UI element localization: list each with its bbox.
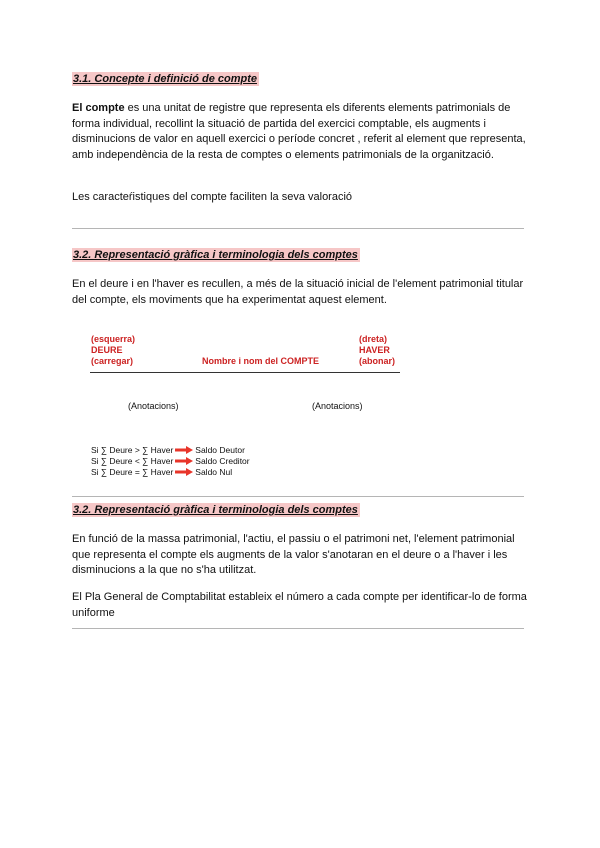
arrow-right-icon bbox=[175, 446, 193, 454]
annotations-right: (Anotacions) bbox=[312, 401, 363, 411]
deure-label: DEURE bbox=[91, 345, 123, 355]
section-divider bbox=[72, 496, 524, 497]
saldo-condition: Si ∑ Deure > ∑ Haver bbox=[91, 445, 174, 455]
deure-haver-paragraph: En el deure i en l'haver es recullen, a més de la situació inicial de l'element patrimonial titular del compte, els moviments que ha experimentat aquest element. bbox=[72, 278, 524, 306]
saldo-condition: Si ∑ Deure < ∑ Haver bbox=[91, 456, 174, 466]
haver-label: HAVER bbox=[359, 345, 390, 355]
saldo-condition: Si ∑ Deure = ∑ Haver bbox=[91, 467, 174, 477]
massa-patrimonial-paragraph: En funció de la massa patrimonial, l'actiu, el passiu o el patrimoni net, l'element patrimonial que representa el compte els augments de la valor s'anotaran en el deure o a l'haver i les disminucions a la que no s'ha utilitzat. bbox=[72, 533, 515, 576]
account-top-line bbox=[90, 372, 400, 373]
pla-general-paragraph: El Pla General de Comptabilitat estableix el número a cada compte per identificar-lo de forma uniforme bbox=[72, 591, 527, 619]
saldo-result: Saldo Nul bbox=[195, 467, 233, 477]
annotations-left: (Anotacions) bbox=[128, 401, 179, 411]
section-divider bbox=[72, 628, 524, 629]
saldo-rule-creditor bbox=[91, 456, 250, 466]
saldo-result: Saldo Creditor bbox=[195, 456, 250, 466]
carregar-label: (carregar) bbox=[91, 356, 134, 366]
section-heading-1: 3.1. Concepte i definició de compte bbox=[73, 73, 257, 85]
arrow-right-icon bbox=[175, 468, 193, 476]
right-side-label: (dreta) bbox=[359, 334, 388, 344]
saldo-result: Saldo Deutor bbox=[195, 445, 245, 455]
saldo-rule-nul bbox=[91, 467, 232, 477]
account-name-label: Nombre i nom del COMPTE bbox=[202, 356, 320, 366]
compte-bold-term: El compte bbox=[72, 102, 125, 114]
abonar-label: (abonar) bbox=[359, 356, 395, 366]
saldo-rule-deutor bbox=[91, 445, 245, 455]
left-side-label: (esquerra) bbox=[91, 334, 136, 344]
section-heading-3: 3.2. Representació gràfica i terminologia dels comptes bbox=[73, 504, 358, 516]
compte-definition-paragraph bbox=[72, 101, 532, 163]
compte-definition-text: es una unitat de registre que representa els diferents elements patrimonials de forma individual, recollint la situació de partida del exercici comptable, els augments i disminucions de valor en aquell exercici o període concret , referit al element que representa, amb independència de la resta de comptes o elements patrimonials de la organització. bbox=[72, 102, 526, 161]
section-divider bbox=[72, 228, 524, 229]
section-heading-2: 3.2. Representació gràfica i terminologia dels comptes bbox=[73, 249, 358, 261]
arrow-right-icon bbox=[175, 457, 193, 465]
characteristics-paragraph: Les caracteŕistiques del compte faciliten la seva valoració bbox=[72, 191, 353, 203]
